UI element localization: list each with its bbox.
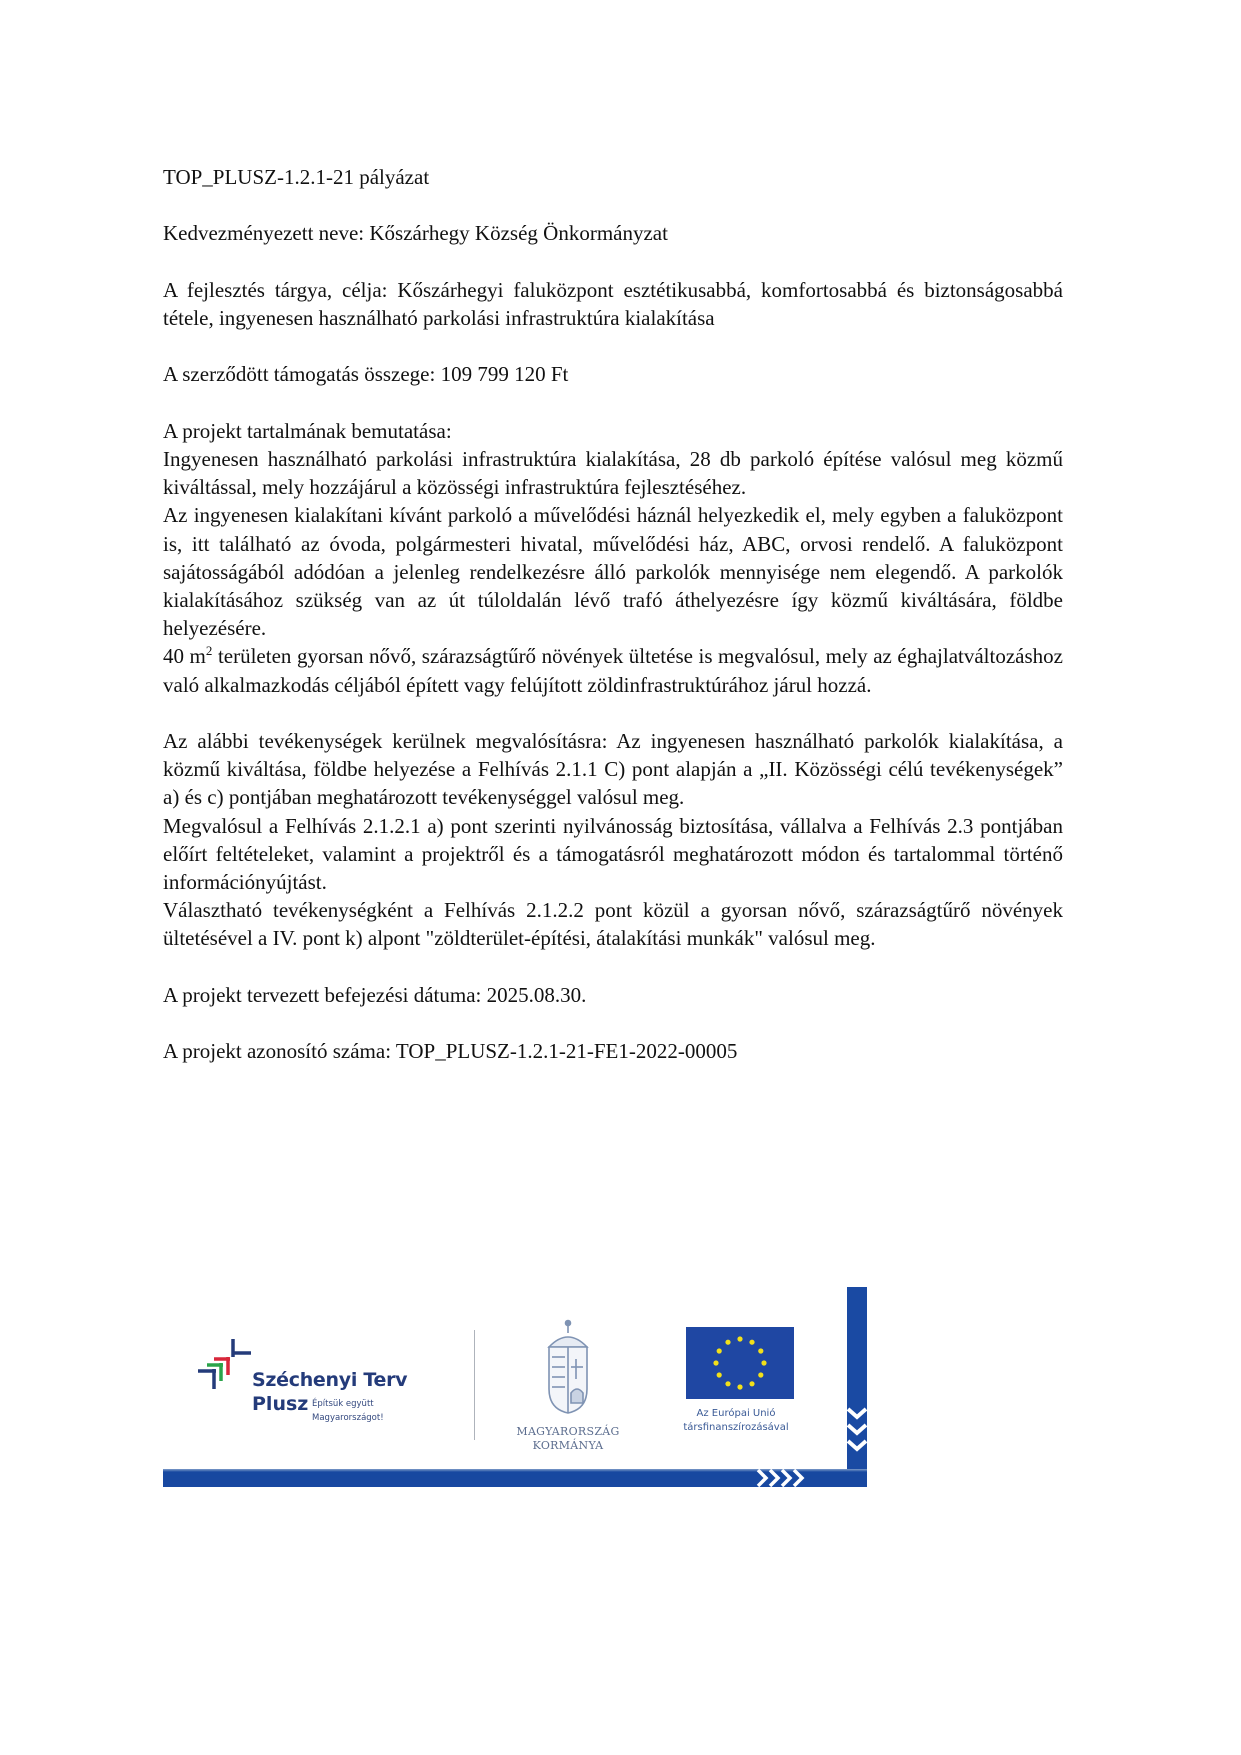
content-paragraph-3 [163, 642, 1063, 698]
eu-cofinancing-logo [651, 1327, 821, 1447]
activities-paragraph-1: Az alábbi tevékenységek kerülnek megvalósításra: Az ingyenesen használható parkolók kialakítása, a közmű kiváltása, földbe helyezése a Felhívás 2.1.1 C) pont alapján a „II. Közösségi célú tevékenységek” a) és c) pontjában meghatározott tevékenységgel valósul meg. [163, 728, 1063, 810]
hungarian-government-logo [503, 1317, 633, 1457]
eu-star-icon [725, 1381, 730, 1386]
content-paragraph-2: Az ingyenesen kialakítani kívánt parkoló a művelődési háznál helyezkedik el, mely egyben a faluközpont is, itt található az óvoda, polgármesteri hivatal, művelődési ház, ABC, orvosi rendelő. A faluközpont sajátosságából adódóan a jelenleg rendelkezésre álló parkolók mennyisége nem elegendő. A parkolók kialakításához szükség van az út túloldalán lévő trafó áthelyezésre így közmű kiváltására, földbe helyezésére. [163, 503, 1063, 641]
slogan-line-1: Építsük együtt [312, 1399, 374, 1409]
eu-label [651, 1407, 821, 1435]
funding-logo-banner [163, 1287, 867, 1487]
activities-paragraph-3: Választható tevékenységként a Felhívás 2.1.2.2 pont közül a gyorsan nővő, szárazságtűrő növények ültetésével a IV. pont k) alpont "zöldterület-építési, átalakítási munkák" valósul meg. [163, 898, 1063, 951]
grant-amount-line: A szerződött támogatás összege: 109 799 120 Ft [163, 362, 569, 387]
document-body [163, 163, 1063, 1065]
eu-line-1: Az Európai Unió [696, 1408, 776, 1419]
szechenyi-slogan [312, 1397, 384, 1425]
area-description: területen gyorsan nővő, szárazságtűrő növények ültetése is megvalósul, mely az éghajlatváltozáshoz való alkalmazkodás céljából épített vagy felújított zöldinfrastruktúrához járul hozzá. [163, 644, 1063, 697]
beneficiary-line: Kedvezményezett neve: Kőszárhegy Község Önkormányzat [163, 221, 668, 246]
eu-line-2: társfinanszírozásával [683, 1422, 789, 1433]
eu-star-icon [737, 1384, 742, 1389]
area-unit-exponent: 2 [205, 643, 213, 659]
government-label [503, 1425, 633, 1453]
eu-star-icon [758, 1348, 763, 1353]
eu-star-icon [713, 1360, 718, 1365]
eu-star-icon [717, 1372, 722, 1377]
eu-star-icon [758, 1372, 763, 1377]
eu-stars [686, 1327, 794, 1399]
chevron-down-icon [847, 1405, 867, 1461]
eu-star-icon [737, 1336, 742, 1341]
eu-flag-icon [686, 1327, 794, 1399]
completion-date-line: A projekt tervezett befejezési dátuma: 2025.08.30. [163, 982, 587, 1007]
activities-paragraph-2: Megvalósul a Felhívás 2.1.2.1 a) pont szerinti nyilvánosság biztosítása, vállalva a Felhívás 2.3 pontjában előírt feltételeket, valamint a projektről és a támogatásról meghatározott módon és tartalommal történő információnyújtást. [163, 813, 1063, 894]
chevron-right-icon [755, 1469, 805, 1487]
content-title: A projekt tartalmának bemutatása: [163, 418, 452, 443]
eu-star-icon [761, 1360, 766, 1365]
content-paragraph-1: Ingyenesen használható parkolási infrastruktúra kialakítása, 28 db parkoló építése valósul meg közmű kiváltással, mely hozzájárul a közösségi infrastruktúra fejlesztéséhez. [163, 446, 1063, 500]
logo-divider [474, 1330, 475, 1440]
government-line-2: KORMÁNYA [532, 1439, 604, 1452]
slogan-line-2: Magyarországot! [312, 1413, 384, 1423]
szechenyi-title: Széchenyi Terv [252, 1369, 408, 1391]
szechenyi-terv-plusz-logo [197, 1335, 437, 1435]
area-value: 40 m [163, 644, 206, 669]
szechenyi-plusz: Plusz [252, 1393, 309, 1415]
szechenyi-cross-mark-icon [197, 1335, 251, 1391]
eu-star-icon [717, 1348, 722, 1353]
eu-star-icon [749, 1381, 754, 1386]
subject-paragraph: A fejlesztés tárgya, célja: Kőszárhegyi faluközpont esztétikusabbá, komfortosabbá és biztonságosabbá tétele, ingyenesen használható parkolási infrastruktúra kialakítása [163, 277, 1063, 330]
hungarian-coat-of-arms-icon [503, 1317, 633, 1421]
government-line-1: MAGYARORSZÁG [516, 1425, 620, 1438]
eu-star-icon [725, 1340, 730, 1345]
project-id-line: A projekt azonosító száma: TOP_PLUSZ-1.2.1-21-FE1-2022-00005 [163, 1039, 738, 1064]
document-heading: TOP_PLUSZ-1.2.1-21 pályázat [163, 165, 430, 189]
eu-star-icon [749, 1340, 754, 1345]
